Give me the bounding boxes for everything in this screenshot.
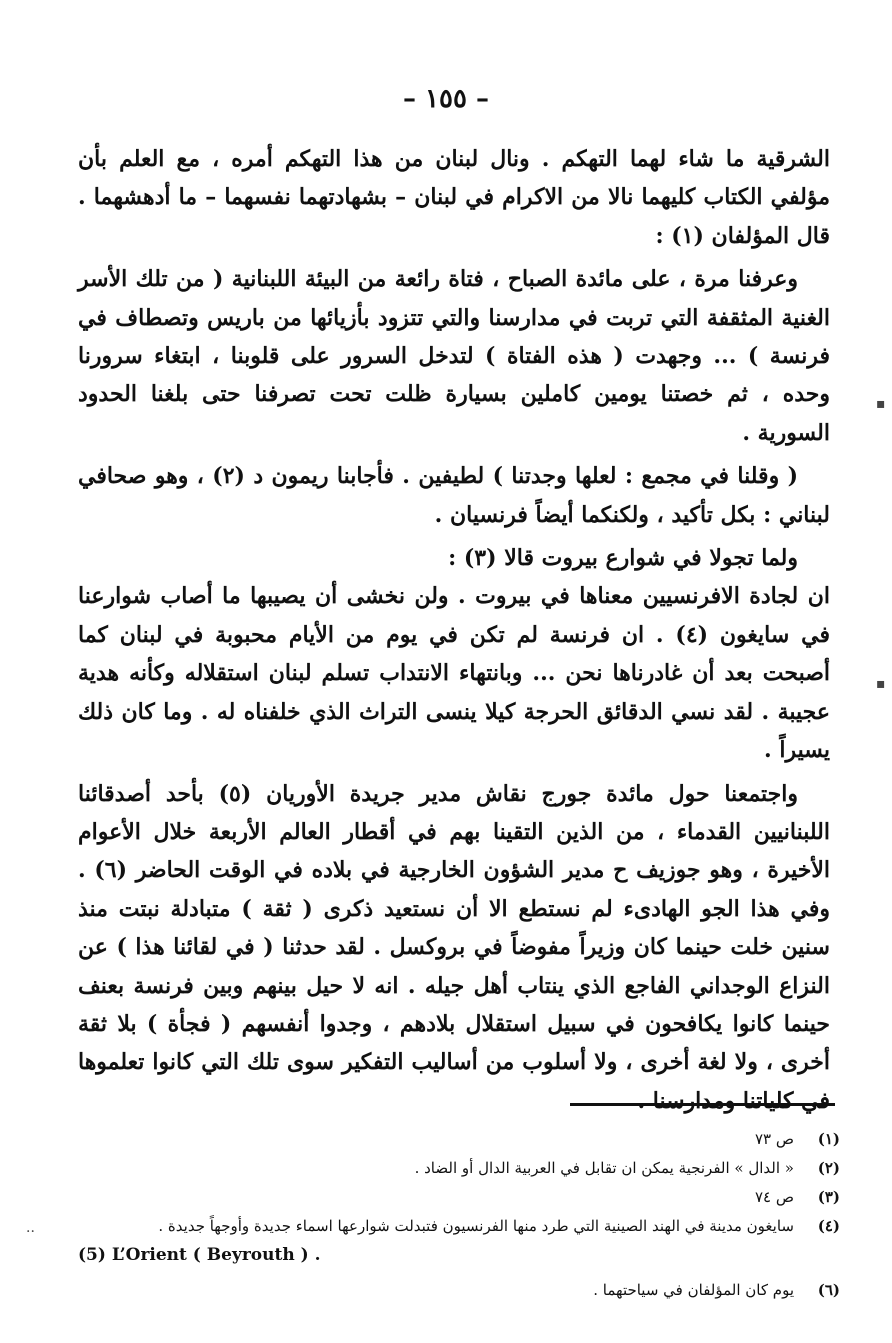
- page-number: – ١٥٥ –: [402, 84, 490, 114]
- footnote-divider: [570, 1103, 835, 1106]
- footnote: [70, 1125, 840, 1154]
- scan-speck: ▪: [876, 396, 886, 412]
- scan-speck: ▪: [876, 676, 886, 692]
- footnote-text: « الدال » الفرنجية يمكن ان تقابل في العربية الدال أو الضاد .: [414, 1159, 794, 1177]
- footnote-text: ص ٧٣: [754, 1130, 794, 1148]
- footnote-text: يوم كان المؤلفان في سياحتهما .: [593, 1281, 794, 1299]
- footnote-number: (٣): [817, 1188, 840, 1206]
- footnote: [70, 1183, 840, 1212]
- footnote-number: (5): [78, 1245, 106, 1265]
- footnote: [70, 1276, 840, 1305]
- paragraph: واجتمعنا حول مائدة جورج نقاش مدير جريدة الأوريان (٥) بأحد أصدقائنا اللبنانيين القدماء ، من الذين التقينا بهم في أقطار العالم الأربعة خلال الأعوام الأخيرة ، وهو جوزيف ح مدير الشؤون الخارجية في بلاده في الوقت الحاضر (٦) . وفي هذا الجو الهادىء لم نستطع الا أن نستعيد ذكرى ( ثقة ) متبادلة نبتت منذ سنين خلت حينما كان وزيراً مفوضاً في بروكسل . لقد حدثنا ( في لقائنا هذا ) عن النزاع الوجداني الفاجع الذي ينتاب أهل جيله . انه لا حيل بينهم وبين فرنسة بعنف حينما كانوا يكافحون في سبيل استقلال بلادهم ، وجدوا أنفسهم ( فجأة ) بلا ثقة أخرى ، ولا لغة أخرى ، ولا أسلوب من أساليب التفكير سوى تلك التي كانوا تعلموها في كلياتنا ومدارسنا .: [78, 780, 830, 1114]
- paragraph: ان لجادة الافرنسيين معناها في بيروت . ولن نخشى أن يصيبها ما أصاب شوارعنا في سايغون (٤) . ان فرنسة لم تكن في يوم من الأيام محبوبة في لبنان كما أصبحت بعد أن غادرناها نحن ... وبانتهاء الانتداب تسلم لبنان استقلاله وكأنه هدية عجيبة . لقد نسي الدقائق الحرجة كيلا ينسى التراث الذي خلفناه له . وما كان ذلك يسيراً .: [78, 583, 830, 764]
- footnote-number: (٤): [817, 1217, 840, 1235]
- footnote-text: ص ٧٤: [754, 1188, 794, 1206]
- footnote-text: L’Orient ( Beyrouth ) .: [111, 1245, 321, 1265]
- body-text: [78, 140, 830, 1120]
- scan-speck: ··: [26, 1224, 35, 1240]
- footnote-number: (١): [817, 1130, 840, 1148]
- paragraph: الشرقية ما شاء لهما التهكم . ونال لبنان من هذا التهكم أمره ، مع العلم بأن مؤلفي الكتاب كليهما نالا من الاكرام في لبنان – بشهادتهما نفسهما – ما أدهشهما . قال المؤلفان (١) :: [78, 146, 830, 249]
- footnote-number: (٦): [817, 1281, 840, 1299]
- paragraph: ولما تجولا في شوارع بيروت قالا (٣) :: [448, 545, 798, 572]
- paragraph: ( وقلنا في مجمع : لعلها وجدتنا ) لطيفين . فأجابنا ريمون د (٢) ، وهو صحافي لبناني : بكل تأكيد ، ولكنكما أيضاً فرنسيان .: [78, 463, 830, 528]
- paragraph: وعرفنا مرة ، على مائدة الصباح ، فتاة رائعة من البيئة اللبنانية ( من تلك الأسر الغنية المثقفة التي تربت في مدارسنا والتي تتزود بأزيائها من باريس وتصطاف في فرنسة ) ... وجهدت ( هذه الفتاة ) لتدخل السرور على قلوبنا ، ابتغاء سرورنا وحده ، ثم خصتنا يومين كاملين بسيارة ظلت تحت تصرفنا حتى بلغنا الحدود السورية .: [78, 266, 830, 446]
- footnote: [70, 1212, 840, 1241]
- footnotes: [70, 1125, 840, 1305]
- footnote-number: (٢): [817, 1159, 840, 1177]
- footnote: [70, 1241, 840, 1270]
- footnote-text: سايغون مدينة في الهند الصينية التي طرد منها الفرنسيون فتبدلت شوارعها اسماء جديدة وأوجهاً جديدة .: [158, 1217, 794, 1235]
- footnote: [70, 1154, 840, 1183]
